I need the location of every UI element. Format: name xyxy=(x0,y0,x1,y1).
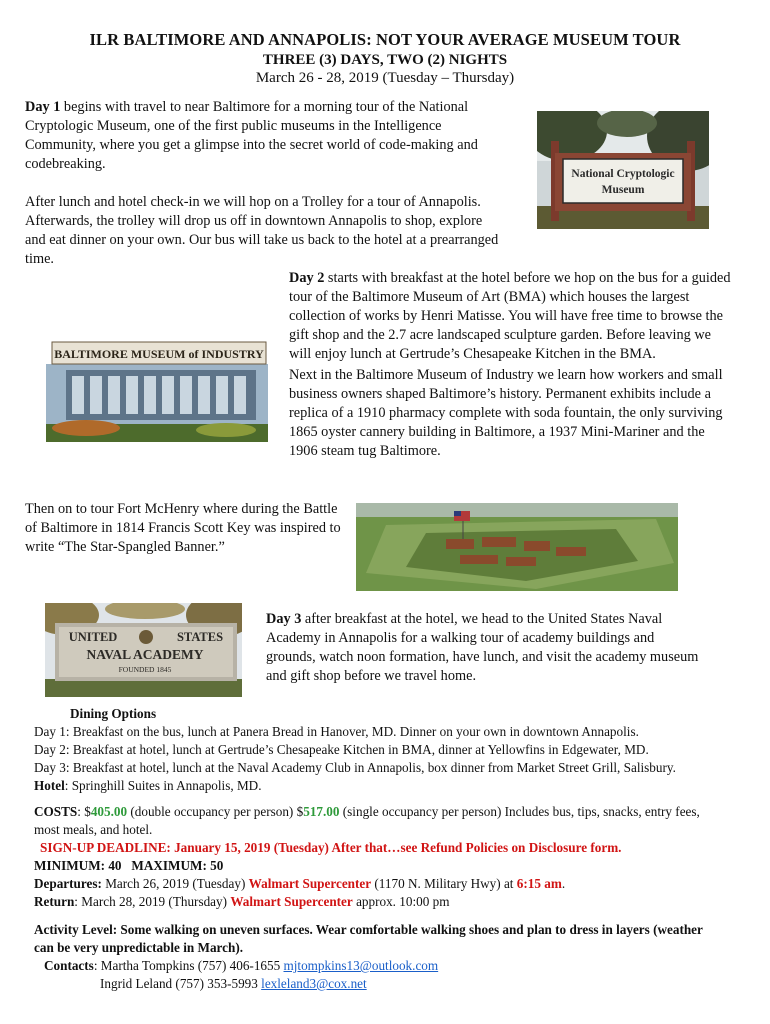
museum-of-industry-photo xyxy=(46,324,268,442)
naval-sign-states: STATES xyxy=(176,630,224,644)
costs-label: COSTS xyxy=(34,804,78,819)
day1-label: Day 1 xyxy=(25,99,61,115)
activity-level: Activity Level: Some walking on uneven surfaces. Wear comfortable walking shoes and plan to dress in layers (weather can be very unpredictable in March). xyxy=(34,922,703,955)
industry-sign: BALTIMORE MUSEUM of INDUSTRY xyxy=(54,347,264,361)
cryptologic-museum-photo xyxy=(537,111,709,229)
dining-day1: Day 1: Breakfast on the bus, lunch at Panera Bread in Hanover, MD. Dinner on your own in downtown Annapolis. xyxy=(34,724,639,739)
day3-paragraph: Day 3 after breakfast at the hotel, we head to the United States Naval Academy in Annapolis for a walking tour of academy buildings and grounds, watch noon formation, have lunch, and visit the academy museum and gift shop before we travel home. xyxy=(266,611,699,684)
signup-deadline: SIGN-UP DEADLINE: January 15, 2019 (Tuesday) After that…see Refund Policies on Disclosure form. xyxy=(40,840,622,855)
departures-line: Departures: March 26, 2019 (Tuesday) Walmart Supercenter (1170 N. Military Hwy) at 6:15 am. xyxy=(34,876,566,891)
page-title: ILR BALTIMORE AND ANNAPOLIS: NOT YOUR AVERAGE MUSEUM TOUR xyxy=(89,30,681,49)
return-line: Return: March 28, 2019 (Thursday) Walmart Supercenter approx. 10:00 pm xyxy=(34,894,450,909)
day2-label: Day 2 xyxy=(289,270,325,286)
hotel-line: Hotel: Springhill Suites in Annapolis, MD. xyxy=(34,778,262,793)
day1-paragraph-2: After lunch and hotel check-in we will hop on a Trolley for a tour of Annapolis. Afterwards, the trolley will drop us off in downtown Annapolis to shop, explore and eat dinner on your own. Our bus will take us back to the hotel at a prearranged time. xyxy=(25,194,499,267)
naval-sign-founded: FOUNDED 1845 xyxy=(118,665,172,674)
departure-time: 6:15 am xyxy=(516,876,562,891)
dining-section xyxy=(34,723,754,795)
day2-paragraph: Day 2 starts with breakfast at the hotel before we hop on the bus for a guided tour of the Baltimore Museum of Art (BMA) which houses the largest collection of works by Henri Matisse. You will have free time to browse the gift shop and the 2.7 acre landscaped sculpture garden. Before leaving we will enjoy lunch at Gertrude’s Chesapeake Kitchen in the BMA. xyxy=(289,270,731,362)
contacts-label: Contacts xyxy=(44,958,94,973)
tour-dates: March 26 - 28, 2019 (Tuesday – Thursday) xyxy=(255,70,515,86)
cryptologic-sign-line2: Museum xyxy=(601,184,645,196)
naval-sign-united: UNITED xyxy=(68,630,118,644)
dining-day2: Day 2: Breakfast at hotel, lunch at Gertrude’s Chesapeake Kitchen in BMA, dinner at Yellowfins in Edgewater, MD. xyxy=(34,742,649,757)
contact-1-email[interactable]: mjtompkins13@outlook.com xyxy=(283,958,439,973)
departure-place: Walmart Supercenter xyxy=(248,876,372,891)
page-subtitle: THREE (3) DAYS, TWO (2) NIGHTS xyxy=(262,52,508,68)
costs-paragraph: COSTS: $405.00 (double occupancy per person) $517.00 (single occupancy per person) Includes bus, tips, snacks, entry fees, most meals, and hotel. xyxy=(34,804,700,837)
cryptologic-sign-line1: National Cryptologic xyxy=(571,168,675,180)
naval-sign-academy: NAVAL ACADEMY xyxy=(86,647,204,662)
return-place: Walmart Supercenter xyxy=(230,894,353,909)
day1-paragraph: Day 1 begins with travel to near Baltimore for a morning tour of the National Cryptologic Museum, one of the first public museums in the Intelligence Community, where you get a glimpse into the secret world of code-making and codebreaking. xyxy=(25,99,478,172)
min-max: MINIMUM: 40 MAXIMUM: 50 xyxy=(34,858,224,873)
contact-1: Contacts: Martha Tompkins (757) 406-1655 mjtompkins13@outlook.com xyxy=(44,958,439,973)
fort-mchenry-paragraph: Then on to tour Fort McHenry where during the Battle of Baltimore in 1814 Francis Scott Key was inspired to write “The Star-Spangled Banner.” xyxy=(25,501,341,555)
single-price: 517.00 xyxy=(303,804,340,819)
contact-2: Ingrid Leland (757) 353-5993 lexleland3@cox.net xyxy=(100,976,367,991)
contact-2-email[interactable]: lexleland3@cox.net xyxy=(261,976,367,991)
naval-academy-photo xyxy=(45,603,242,697)
header xyxy=(0,30,770,87)
day3-label: Day 3 xyxy=(266,611,302,627)
dining-heading: Dining Options xyxy=(70,706,157,721)
double-price: 405.00 xyxy=(90,804,128,819)
day2-section xyxy=(289,269,734,461)
day2-paragraph-2: Next in the Baltimore Museum of Industry we learn how workers and small business owners shaped Baltimore’s history. Permanent exhibits include a replica of a 1910 pharmacy complete with soda fountain, the only surviving 1865 oyster cannery building in Baltimore, a 1937 Mini-Mariner and the 1906 steam tug Baltimore. xyxy=(289,367,723,459)
dining-day3: Day 3: Breakfast at hotel, lunch at the Naval Academy Club in Annapolis, box dinner from Market Street Grill, Salisbury. xyxy=(34,760,676,775)
fort-mchenry-photo xyxy=(356,503,678,591)
day1-section xyxy=(25,98,500,269)
